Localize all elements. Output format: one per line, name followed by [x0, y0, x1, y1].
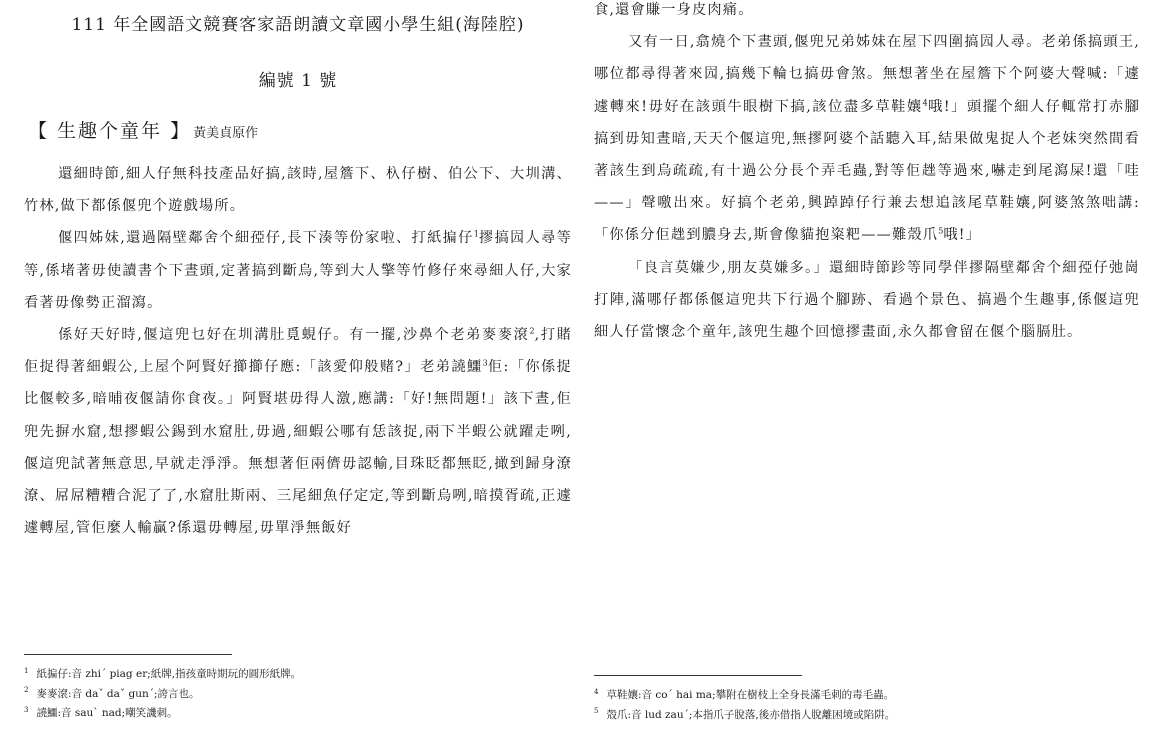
footnote-1: $^1$ 紙揙仔:音 zhiˊ piag er;紙牌,指孩童時期玩的圓形紙牌。: [24, 666, 302, 680]
document-title: 111 年全國語文競賽客家語朗讀文章國小學生組(海陸腔): [71, 15, 525, 35]
footnote-ref: 5: [938, 226, 944, 236]
paragraph-5: 「良言莫嫌少,朋友莫嫌多。」還細時節跈等同學伴摎隔壁鄰舍个細孲仔弛崗打陣,滿哪仔都係偃這兜共下行過个腳跡、看過个景色、搞過个生趣事,係偃這兜細人仔當懷念个童年,該兜生趣个回憶摎畫面,永久都會留在偃个腦膈肚。: [594, 259, 1140, 341]
footnote-2: $^2$ 麥麥滾:音 daˇ daˇ gunˊ;誇言也。: [24, 686, 200, 700]
footnote-ref: 1: [473, 229, 479, 239]
paragraph-2: 偃四姊妹,還過隔壁鄰舍个細孲仔,長下湊等份家啦、打紙揙仔$^1$摎搞囥人尋等等,係堵著毋使讀書个下晝頭,定著搞到斷烏,等到大人擎等竹修仔來尋細人仔,大家看著毋像勢正溜瀉。: [24, 229, 573, 311]
footnote-5: $^5$ 殼爪:音 lud zauˊ;本指爪子脫落,後亦借指人脫離困境或陷阱。: [594, 707, 896, 721]
paragraph-3-continued: 食,還會賺一身皮肉痛。: [594, 2, 754, 18]
paragraph-1: 還細時節,細人仔無科技產品好搞,該時,屋簷下、杁仔樹、伯公下、大圳溝、竹林,做下都係偃兜个遊戲場所。: [24, 166, 572, 215]
footnote-ref: 4: [922, 97, 928, 107]
footnote-3: $^3$ 譊鱷:音 sau` nad;嘲笑譏刺。: [24, 705, 178, 719]
footnote-divider: [24, 654, 232, 655]
paragraph-4: 又有一日,翕燒个下晝頭,偃兜兄弟姊妹在屋下四圍搞囥人尋。老弟係搞頭王,哪位都尋得著來囥,搞幾下輪乜搞毋會煞。無想著坐在屋簷下个阿婆大聲喊:「遽遽轉來!毋好在該頭牛眼樹下搞,該位盡多草鞋孃$^4$哦!」頭擺个細人仔輒常打赤腳搞到毋知晝暗,天天个偃這兜,無摎阿婆个話聽入耳,結果做鬼捉人个老妹突然間看著該生到烏疏疏,有十過公分長个弄毛蟲,對等佢趖等過來,嚇走到尾瀉屎!還「哇——」聲噭出來。好搞个老弟,興踔踔仔行兼去想追該尾草鞋孃,阿婆煞煞咄講:「你係分佢趖到膿身去,斯會像貓抱粢粑——難殼爪$^5$哦!」: [594, 34, 1140, 244]
article-author: 黃美貞原作: [193, 126, 259, 141]
article-heading: [28, 116, 258, 143]
article-title: 【 生趣个童年 】: [28, 120, 192, 142]
footnote-divider: [594, 675, 802, 676]
footnote-ref: 3: [482, 358, 488, 368]
left-body-text: [24, 158, 572, 544]
right-body-text: [594, 0, 1140, 348]
footnote-4: $^4$ 草鞋孃:音 coˊ hai ma;攀附在樹枝上全身長滿毛刺的毒毛蟲。: [594, 687, 895, 701]
footnotes-left: [24, 665, 301, 724]
footnotes-right: [594, 686, 895, 725]
serial-number: 編號 1 號: [258, 71, 338, 91]
footnote-ref: 2: [529, 326, 535, 336]
paragraph-3: 係好天好時,偃這兜乜好在圳溝肚覓蜆仔。有一擺,沙鼻个老弟麥麥滾$^2$,打賭佢捉得著細蝦公,上屋个阿賢好擳擳仔應:「該愛仰般赌?」老弟譊鱷$^3$佢:「你係捉比偃較多,暗晡夜偃請你食夜。」阿賢堪毋得人激,應講:「好!無問題!」該下晝,佢兜先摒水窟,想摎蝦公錫到水窟肚,毋過,細蝦公哪有恁該捉,兩下半蝦公就躍走咧,偃這兜試著無意思,早就走淨淨。無想著佢兩儕毋認輸,目珠眨都無眨,撖到歸身潦潦、屌屌糟糟合泥了了,水窟肚斯兩、三尾細魚仔定定,等到斷烏咧,暗摸胥疏,正遽遽轉屋,管佢麼人輸贏?係還毋轉屋,毋單淨無飯好: [24, 326, 572, 537]
